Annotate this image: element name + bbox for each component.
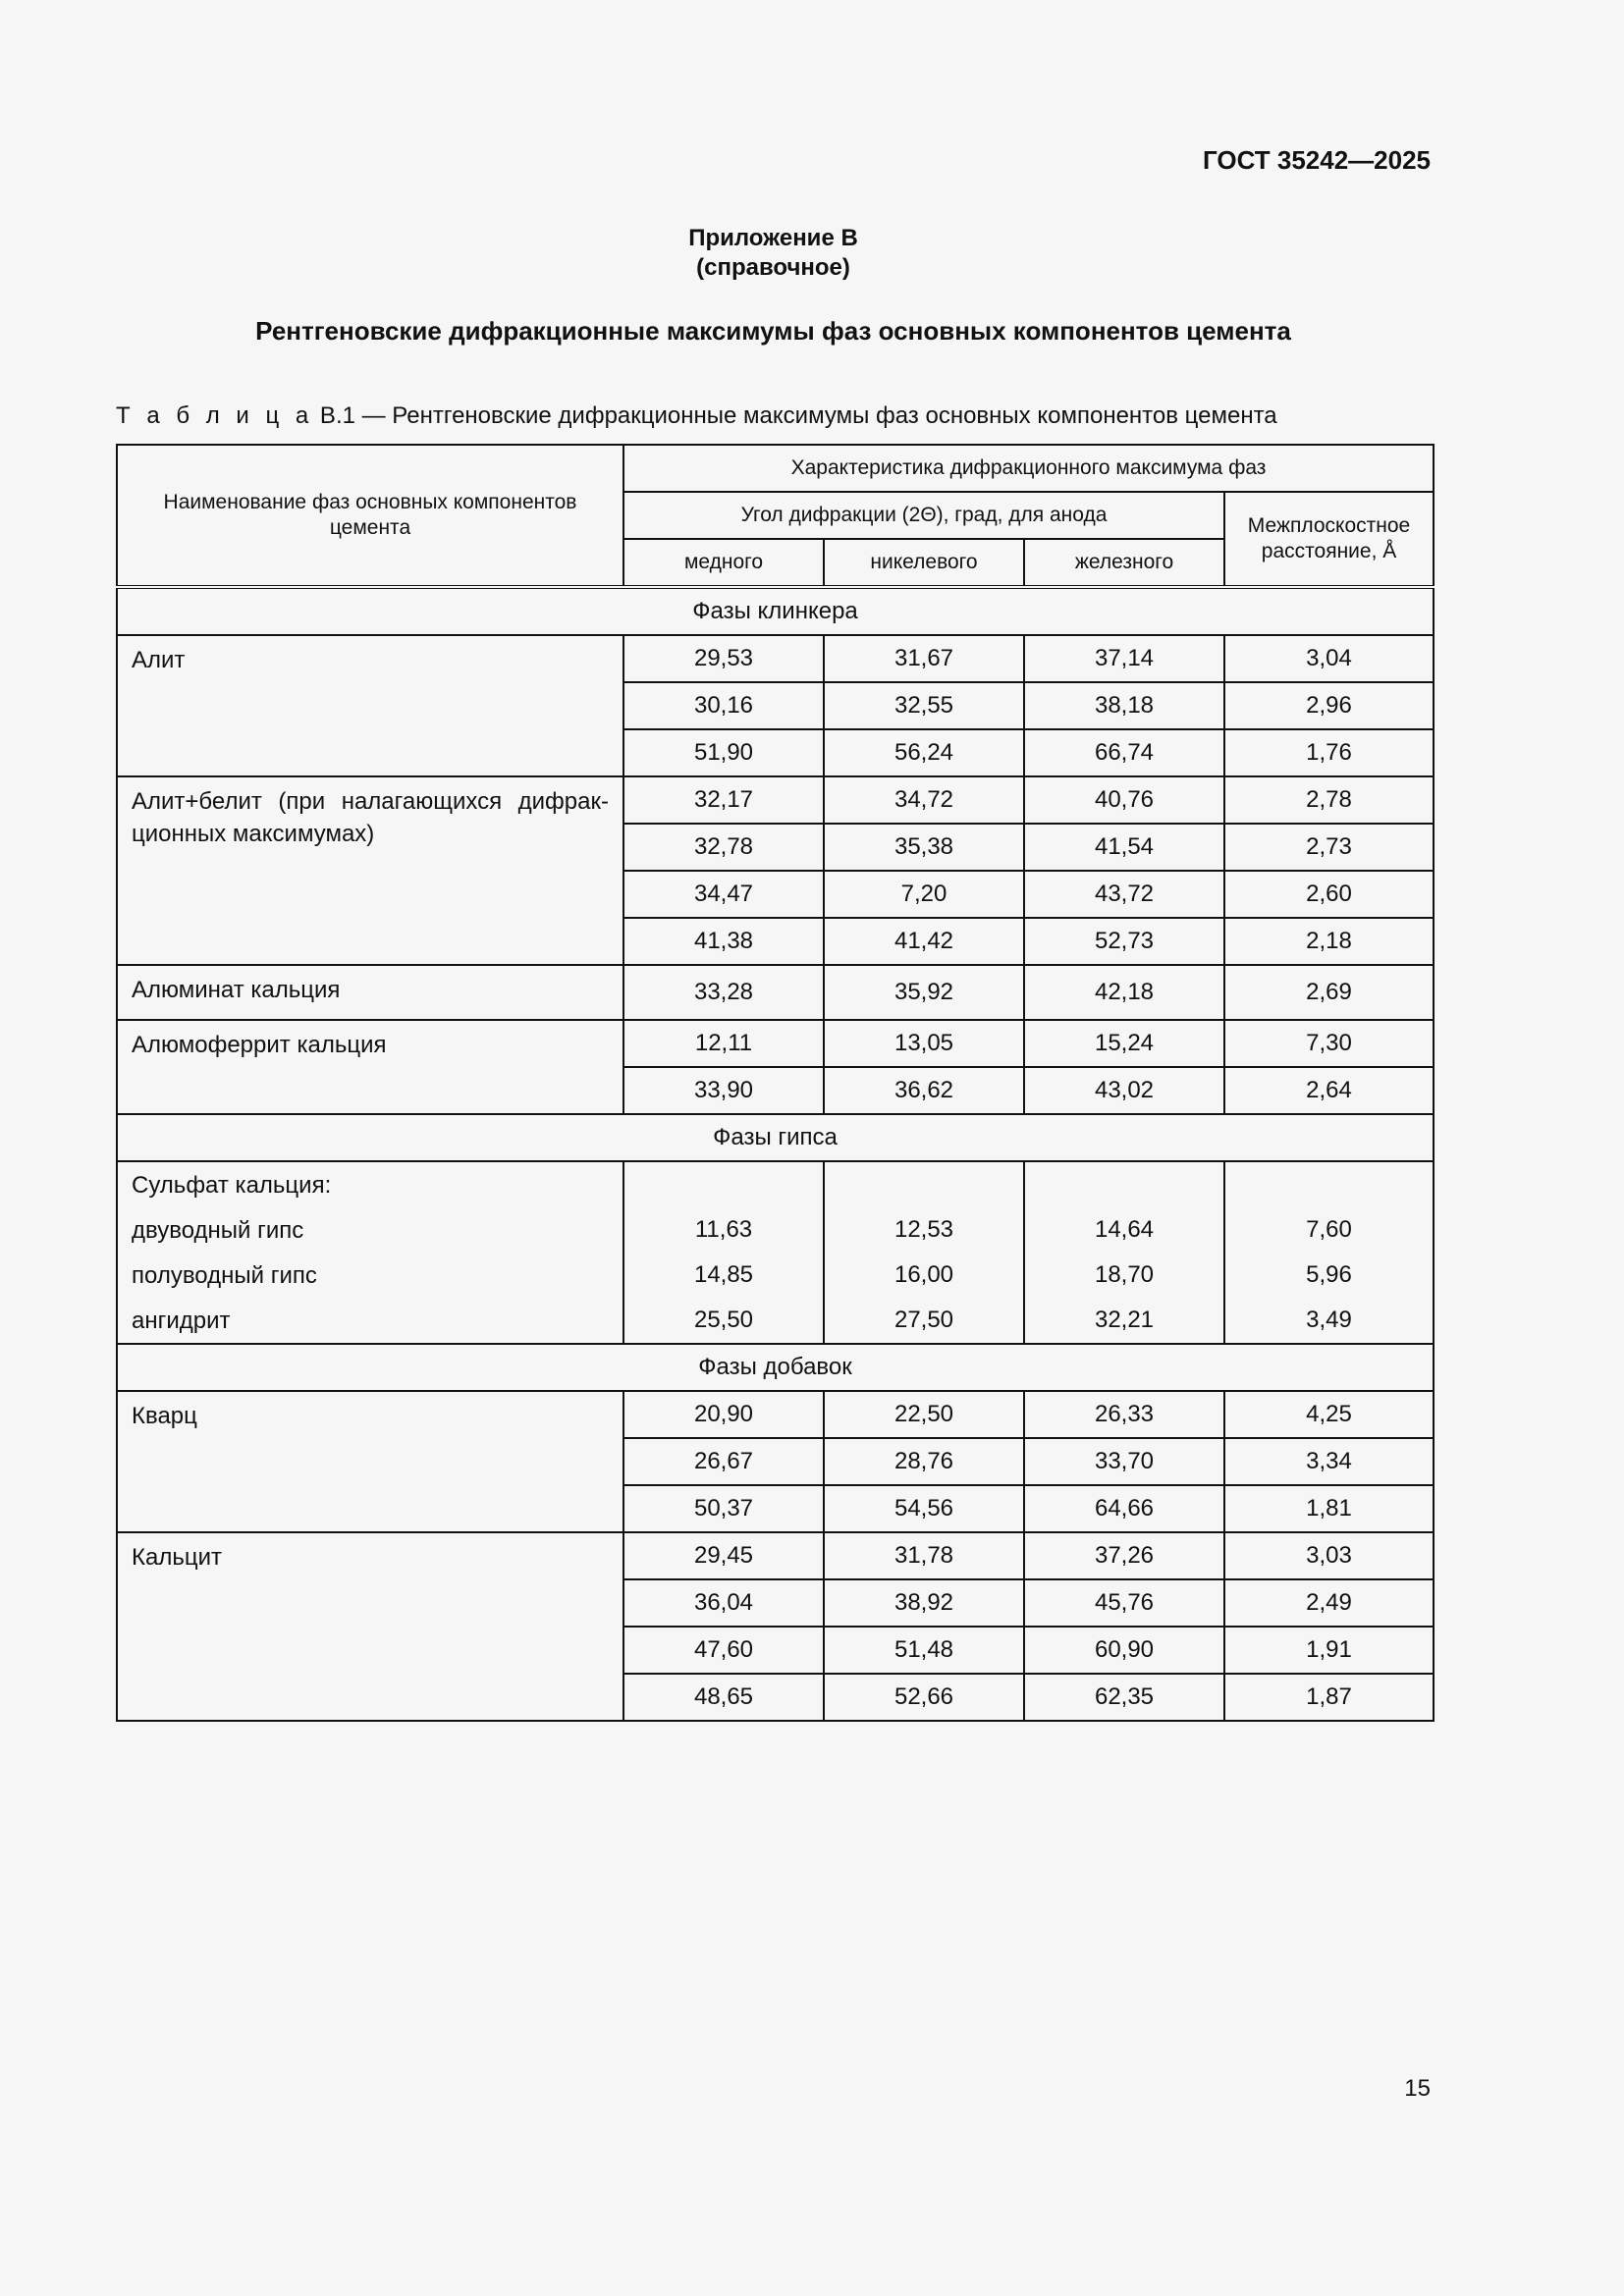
table-caption (116, 402, 1277, 430)
value-cell: 52,66 (824, 1674, 1024, 1721)
value-cell: 54,56 (824, 1485, 1024, 1532)
value-cell: 31,67 (824, 635, 1024, 682)
value-cell: 31,78 (824, 1532, 1024, 1579)
value-cell: 37,14 (1024, 635, 1224, 682)
value-cell: 36,04 (623, 1579, 824, 1627)
value-cell: 2,18 (1224, 918, 1434, 965)
value-cell: 12,11 (623, 1020, 824, 1067)
value-cell: 62,35 (1024, 1674, 1224, 1721)
appendix-heading (0, 224, 1546, 283)
value-cell: 38,92 (824, 1579, 1024, 1627)
phase-name-cell: двуводный гипс (117, 1207, 623, 1253)
table-caption-prefix: Т а б л и ц а (116, 402, 314, 429)
appendix-title: Приложение В (688, 225, 858, 251)
header-spacing: Межплоскостное расстояние, Å (1224, 492, 1434, 587)
table-row (117, 1253, 1434, 1298)
diffraction-table (116, 444, 1435, 1722)
value-cell: 16,00 (824, 1253, 1024, 1298)
value-cell: 41,54 (1024, 824, 1224, 871)
value-cell: 3,04 (1224, 635, 1434, 682)
value-cell: 28,76 (824, 1438, 1024, 1485)
value-cell: 30,16 (623, 682, 824, 729)
phase-name-cell: полуводный гипс (117, 1253, 623, 1298)
header-iron: железного (1024, 539, 1224, 587)
value-cell: 2,96 (1224, 682, 1434, 729)
value-cell: 42,18 (1024, 965, 1224, 1020)
value-cell: 56,24 (824, 729, 1024, 776)
section-heading-additives: Фазы добавок (117, 1344, 1434, 1391)
value-cell: 2,73 (1224, 824, 1434, 871)
value-cell (1024, 1161, 1224, 1207)
value-cell: 5,96 (1224, 1253, 1434, 1298)
value-cell: 33,28 (623, 965, 824, 1020)
value-cell (824, 1161, 1024, 1207)
value-cell: 66,74 (1024, 729, 1224, 776)
value-cell: 32,21 (1024, 1298, 1224, 1344)
value-cell: 1,81 (1224, 1485, 1434, 1532)
value-cell: 48,65 (623, 1674, 824, 1721)
phase-name-cell: Алюминат кальция (117, 965, 623, 1020)
value-cell: 2,78 (1224, 776, 1434, 824)
value-cell: 13,05 (824, 1020, 1024, 1067)
value-cell: 11,63 (623, 1207, 824, 1253)
value-cell: 26,33 (1024, 1391, 1224, 1438)
value-cell: 50,37 (623, 1485, 824, 1532)
value-cell: 51,48 (824, 1627, 1024, 1674)
value-cell: 15,24 (1024, 1020, 1224, 1067)
page-number: 15 (1404, 2075, 1431, 2102)
value-cell: 2,69 (1224, 965, 1434, 1020)
value-cell: 45,76 (1024, 1579, 1224, 1627)
value-cell: 33,90 (623, 1067, 824, 1114)
additives-section (117, 1344, 1434, 1721)
value-cell: 38,18 (1024, 682, 1224, 729)
header-nickel: никелевого (824, 539, 1024, 587)
value-cell: 35,38 (824, 824, 1024, 871)
phase-name-cell: Кальцит (117, 1532, 623, 1721)
value-cell: 32,78 (623, 824, 824, 871)
value-cell: 32,17 (623, 776, 824, 824)
value-cell: 1,91 (1224, 1627, 1434, 1674)
value-cell: 7,20 (824, 871, 1024, 918)
value-cell: 32,55 (824, 682, 1024, 729)
value-cell: 60,90 (1024, 1627, 1224, 1674)
value-cell: 1,87 (1224, 1674, 1434, 1721)
table-row (117, 1532, 1434, 1579)
appendix-note: (справочное) (696, 254, 850, 281)
value-cell: 7,60 (1224, 1207, 1434, 1253)
value-cell: 35,92 (824, 965, 1024, 1020)
value-cell: 3,49 (1224, 1298, 1434, 1344)
value-cell: 34,47 (623, 871, 824, 918)
value-cell: 27,50 (824, 1298, 1024, 1344)
table-row (117, 1020, 1434, 1067)
header-phase-name: Наименование фаз основных компонентов цемента (117, 445, 623, 587)
value-cell: 3,03 (1224, 1532, 1434, 1579)
value-cell: 34,72 (824, 776, 1024, 824)
phase-name-cell: Алит (117, 635, 623, 776)
value-cell: 36,62 (824, 1067, 1024, 1114)
value-cell: 29,53 (623, 635, 824, 682)
value-cell: 2,64 (1224, 1067, 1434, 1114)
value-cell: 37,26 (1024, 1532, 1224, 1579)
value-cell: 51,90 (623, 729, 824, 776)
value-cell (623, 1161, 824, 1207)
value-cell: 64,66 (1024, 1485, 1224, 1532)
table-row (117, 1207, 1434, 1253)
table-caption-text: В.1 — Рентгеновские дифракционные максимумы фаз основных компонентов цемента (313, 402, 1277, 429)
phase-name-cell: Алюмоферрит кальция (117, 1020, 623, 1114)
value-cell: 7,30 (1224, 1020, 1434, 1067)
phase-name-cell: Кварц (117, 1391, 623, 1532)
standard-code: ГОСТ 35242—2025 (1203, 145, 1431, 175)
phase-name-cell: ангидрит (117, 1298, 623, 1344)
value-cell: 2,60 (1224, 871, 1434, 918)
document-title: Рентгеновские дифракционные максимумы фаз основных компонентов цемента (255, 316, 1291, 346)
value-cell: 47,60 (623, 1627, 824, 1674)
value-cell: 12,53 (824, 1207, 1024, 1253)
section-heading-clinker: Фазы клинкера (117, 587, 1434, 635)
header-angle: Угол дифракции (2Θ), град, для анода (623, 492, 1224, 539)
gypsum-group-label: Сульфат кальция: (117, 1161, 623, 1207)
table-row (117, 965, 1434, 1020)
clinker-section (117, 587, 1434, 1114)
value-cell: 26,67 (623, 1438, 824, 1485)
value-cell: 52,73 (1024, 918, 1224, 965)
value-cell: 43,02 (1024, 1067, 1224, 1114)
value-cell: 4,25 (1224, 1391, 1434, 1438)
table-row (117, 776, 1434, 824)
value-cell: 2,49 (1224, 1579, 1434, 1627)
value-cell: 43,72 (1024, 871, 1224, 918)
value-cell: 14,64 (1024, 1207, 1224, 1253)
section-heading-gypsum: Фазы гипса (117, 1114, 1434, 1161)
value-cell: 29,45 (623, 1532, 824, 1579)
value-cell: 22,50 (824, 1391, 1024, 1438)
value-cell: 41,42 (824, 918, 1024, 965)
value-cell: 3,34 (1224, 1438, 1434, 1485)
value-cell: 41,38 (623, 918, 824, 965)
value-cell (1224, 1161, 1434, 1207)
table-row (117, 635, 1434, 682)
value-cell: 14,85 (623, 1253, 824, 1298)
phase-name-cell: Алит+белит (при налагающихся дифракционных максимумах) (117, 776, 623, 965)
value-cell: 25,50 (623, 1298, 824, 1344)
value-cell: 1,76 (1224, 729, 1434, 776)
header-copper: медного (623, 539, 824, 587)
table-row (117, 1298, 1434, 1344)
table-row (117, 1161, 1434, 1207)
gypsum-section (117, 1114, 1434, 1344)
value-cell: 20,90 (623, 1391, 824, 1438)
header-characteristic: Характеристика дифракционного максимума фаз (623, 445, 1434, 492)
table-header (117, 445, 1434, 587)
table-row (117, 1391, 1434, 1438)
value-cell: 33,70 (1024, 1438, 1224, 1485)
value-cell: 40,76 (1024, 776, 1224, 824)
value-cell: 18,70 (1024, 1253, 1224, 1298)
